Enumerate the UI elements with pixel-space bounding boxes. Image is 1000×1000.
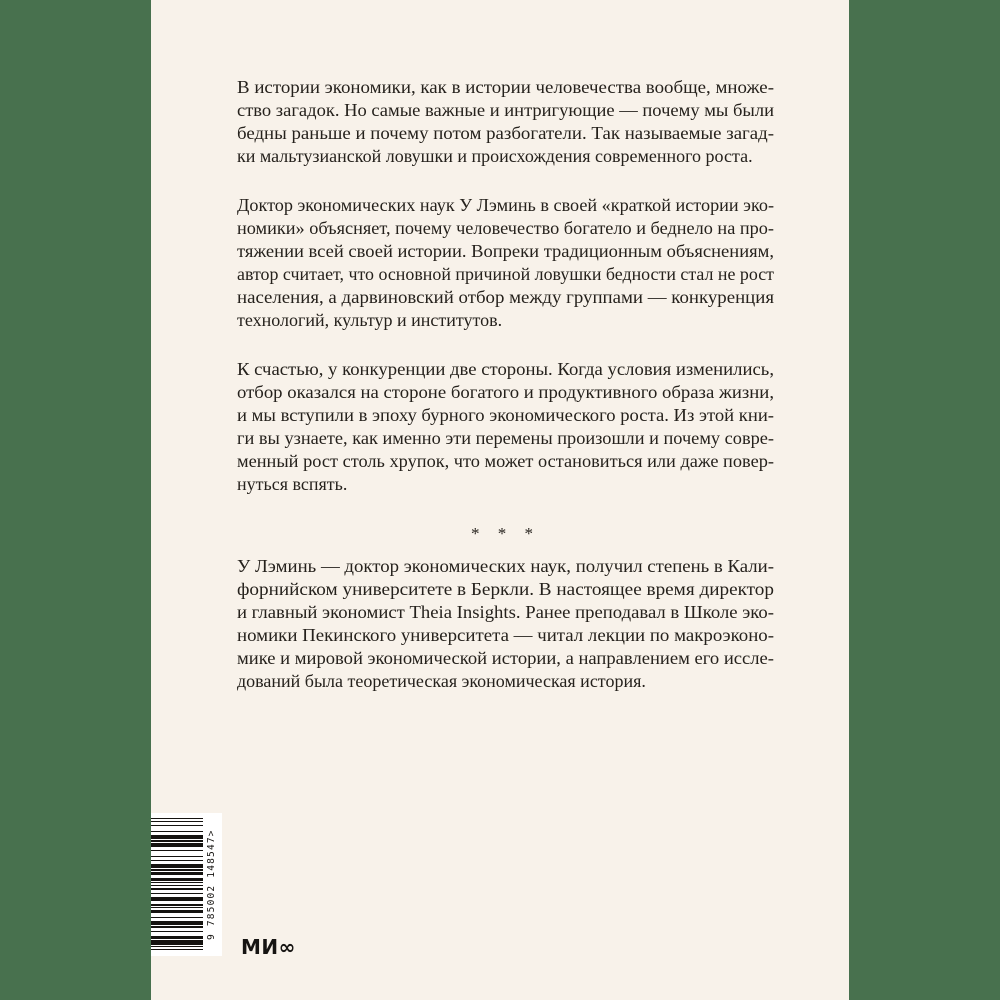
text-line: населения, а дарвиновский отбор между группами — конкуренция [237, 287, 774, 307]
text-line: отбор оказался на стороне богатого и продуктивного образа жизни, [237, 382, 774, 402]
annotation-text [237, 76, 774, 719]
paragraph [237, 194, 774, 332]
text-line: мике и мировой экономической истории, а направлением его иссле- [237, 648, 774, 668]
text-line: номики» объясняет, почему человечество богатело и беднело на про- [237, 218, 774, 238]
text-line: К счастью, у конкуренции две стороны. Когда условия изменились, [237, 359, 774, 379]
book-back-cover [151, 0, 849, 1000]
barcode-number: 9 785002 148547> [206, 829, 217, 940]
paragraph [237, 358, 774, 496]
text-line: В истории экономики, как в истории человечества вообще, множе- [237, 77, 774, 97]
paragraph [237, 76, 774, 168]
text-line: тяжении всей своей истории. Вопреки традиционным объяснениям, [237, 241, 774, 261]
text-line: менный рост столь хрупок, что может остановиться или даже повер- [237, 451, 774, 471]
section-separator: * * * [471, 524, 540, 543]
text-line: ги вы узнаете, как именно эти перемены произошли и почему совре- [237, 428, 774, 448]
barcode-bar [151, 949, 203, 950]
text-line: бедны раньше и почему потом разбогатели. Так называемые загад- [237, 123, 774, 143]
text-line: форнийском университете в Беркли. В настоящее время директор [237, 579, 774, 599]
text-line: ки мальтузианской ловушки и происхождения современного роста. [237, 146, 753, 166]
text-line: нуться вспять. [237, 474, 348, 494]
text-line: Доктор экономических наук У Лэминь в своей «краткой истории эко- [237, 195, 774, 215]
text-line: У Лэминь — доктор экономических наук, получил степень в Кали- [237, 556, 774, 576]
text-line: и главный экономист Theia Insights. Ранее преподавал в Школе эко- [237, 602, 774, 622]
text-line: автор считает, что основной причиной ловушки бедности стал не рост [237, 264, 774, 284]
text-line: и мы вступили в эпоху бурного экономического роста. Из этой кни- [237, 405, 774, 425]
publisher-logo-mif: МИ∞ [241, 935, 296, 959]
text-line: ство загадок. Но самые важные и интригующие — почему мы были [237, 100, 774, 120]
barcode [151, 813, 222, 956]
text-line: дований была теоретическая экономическая история. [237, 671, 646, 691]
text-line: номики Пекинского университета — читал лекции по макроэконо- [237, 625, 774, 645]
paragraph [237, 555, 774, 693]
text-line: технологий, культур и институтов. [237, 310, 503, 330]
barcode-bars [151, 818, 203, 951]
